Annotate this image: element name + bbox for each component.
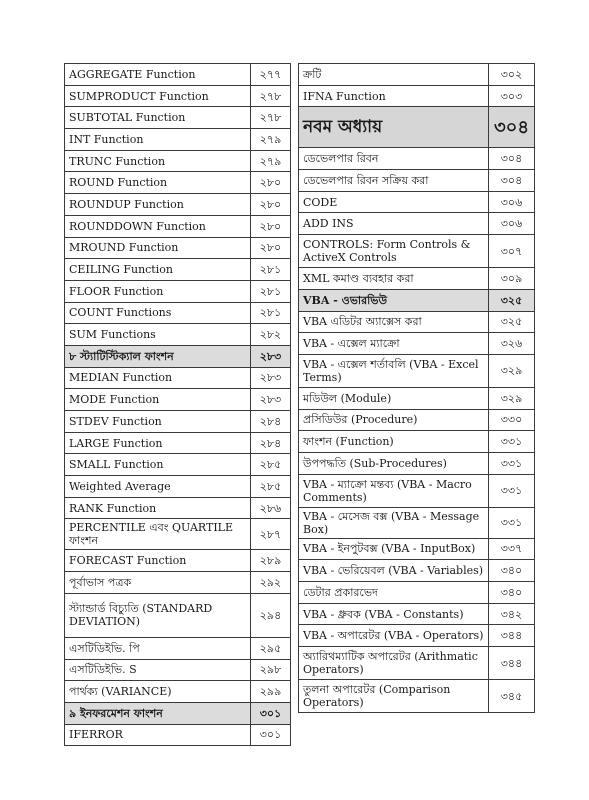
entry-page-number: ৩৪৪ (489, 647, 535, 680)
entry-title: এসটিডিইভি. পি (65, 637, 251, 659)
entry-title: INT Function (65, 129, 251, 151)
entry-page-number: ৩৪০ (489, 582, 535, 604)
entry-page-number: ২৮০ (251, 237, 291, 259)
entry-title: STDEV Function (65, 411, 251, 433)
entry-page-number: ২৮৩ (251, 367, 291, 389)
entry-title: VBA - মেসেজ বক্স (VBA - Message Box) (299, 507, 489, 538)
toc-row (65, 572, 291, 594)
entry-title: পার্থক্য (VARIANCE) (65, 681, 251, 703)
toc-row (299, 625, 535, 647)
entry-page-number: ২৮৩ (251, 389, 291, 411)
entry-title: ডেটার প্রকারভেদ (299, 582, 489, 604)
entry-page-number: ৩০৬ (489, 213, 535, 235)
entry-page-number: ২৯৪ (251, 593, 291, 637)
toc-row (65, 432, 291, 454)
entry-page-number: ২৯৫ (251, 637, 291, 659)
entry-title: IFNA Function (299, 85, 489, 107)
entry-page-number: ৩০৬ (489, 191, 535, 213)
entry-title: VBA এডিটর অ্যাক্সেস করা (299, 311, 489, 333)
entry-page-number: ৩৩১ (489, 507, 535, 538)
entry-page-number: ৩২৯ (489, 354, 535, 387)
section-heading-row (65, 702, 291, 724)
entry-page-number: ২৮০ (251, 215, 291, 237)
toc-row (65, 280, 291, 302)
toc-row (299, 235, 535, 268)
toc-row (299, 680, 535, 713)
toc-row (299, 560, 535, 582)
entry-page-number: ৩০৪ (489, 107, 535, 148)
entry-page-number: ২৮৪ (251, 411, 291, 433)
entry-page-number: ৩০১ (251, 724, 291, 746)
entry-page-number: ৩২৬ (489, 333, 535, 355)
toc-row (65, 519, 291, 550)
entry-title: এসটিডিইভি. S (65, 659, 251, 681)
toc-row (65, 215, 291, 237)
entry-title: Weighted Average (65, 476, 251, 498)
entry-title: RANK Function (65, 497, 251, 519)
toc-row (65, 593, 291, 637)
entry-title: AGGREGATE Function (65, 64, 251, 86)
entry-title: স্ট্যান্ডার্ড বিচ্যুতি (STANDARD DEVIATION) (65, 593, 251, 637)
entry-page-number: ৩২৯ (489, 387, 535, 409)
entry-title: ADD INS (299, 213, 489, 235)
toc-row (299, 268, 535, 290)
toc-row (65, 150, 291, 172)
entry-title: MODE Function (65, 389, 251, 411)
entry-title: ডেভেলপার রিবন সক্রিয় করা (299, 170, 489, 192)
entry-title: SMALL Function (65, 454, 251, 476)
toc-row (65, 259, 291, 281)
entry-title: SUBTOTAL Function (65, 107, 251, 129)
toc-row (299, 148, 535, 170)
toc-right-column (298, 63, 535, 713)
toc-row (65, 85, 291, 107)
entry-title: VBA - ভেরিয়েবল (VBA - Variables) (299, 560, 489, 582)
entry-page-number: ২৭৮ (251, 85, 291, 107)
entry-title: তুলনা অপারেটর (Comparison Operators) (299, 680, 489, 713)
toc-row (65, 659, 291, 681)
entry-page-number: ২৮৫ (251, 476, 291, 498)
entry-page-number: ৩৪৫ (489, 680, 535, 713)
entry-page-number: ২৮৬ (251, 497, 291, 519)
entry-page-number: ২৯২ (251, 572, 291, 594)
entry-title: ৯ ইনফরমেশন ফাংশন (65, 702, 251, 724)
toc-row (299, 409, 535, 431)
entry-page-number: ৩২৫ (489, 311, 535, 333)
entry-page-number: ৩৩১ (489, 431, 535, 453)
entry-title: পূর্বাভাস পত্রক (65, 572, 251, 594)
toc-row (65, 172, 291, 194)
toc-row (299, 170, 535, 192)
entry-title: VBA - অপারেটর (VBA - Operators) (299, 625, 489, 647)
toc-row (65, 107, 291, 129)
entry-title: XML কমাণ্ড ব্যবহার করা (299, 268, 489, 290)
entry-page-number: ৩৩১ (489, 452, 535, 474)
entry-title: TRUNC Function (65, 150, 251, 172)
entry-title: MROUND Function (65, 237, 251, 259)
entry-page-number: ৩০৯ (489, 268, 535, 290)
entry-title: IFERROR (65, 724, 251, 746)
entry-title: PERCENTILE এবং QUARTILE ফাংশন (65, 519, 251, 550)
entry-title: নবম অধ্যায় (299, 107, 489, 148)
toc-row (299, 603, 535, 625)
entry-title: MEDIAN Function (65, 367, 251, 389)
toc-row (299, 474, 535, 507)
toc-row (65, 64, 291, 86)
entry-title: CONTROLS: Form Controls & ActiveX Controls (299, 235, 489, 268)
entry-page-number: ৩০৩ (489, 85, 535, 107)
entry-title: ROUNDDOWN Function (65, 215, 251, 237)
entry-page-number: ২৮১ (251, 259, 291, 281)
toc-row (65, 237, 291, 259)
entry-page-number: ২৯৮ (251, 659, 291, 681)
entry-title: LARGE Function (65, 432, 251, 454)
toc-row (65, 367, 291, 389)
toc-row (299, 582, 535, 604)
entry-page-number: ২৮৩ (251, 345, 291, 367)
toc-row (299, 354, 535, 387)
toc-row (65, 302, 291, 324)
toc-row (299, 647, 535, 680)
toc-row (65, 724, 291, 746)
entry-title: VBA - ম্যাক্রো মন্তব্য (VBA - Macro Comments) (299, 474, 489, 507)
entry-title: ফাংশন (Function) (299, 431, 489, 453)
entry-page-number: ৩৩০ (489, 409, 535, 431)
toc-row (65, 454, 291, 476)
toc-left-column (64, 63, 291, 746)
toc-row (299, 311, 535, 333)
entry-title: FORECAST Function (65, 550, 251, 572)
toc-row (65, 681, 291, 703)
entry-page-number: ৩৪২ (489, 603, 535, 625)
chapter-heading-row (299, 107, 535, 148)
toc-row (65, 411, 291, 433)
entry-page-number: ২৯৯ (251, 681, 291, 703)
entry-title: VBA - এক্সেল শর্তাবলি (VBA - Excel Terms) (299, 354, 489, 387)
entry-page-number: ৩৪৪ (489, 625, 535, 647)
entry-page-number: ২৮৪ (251, 432, 291, 454)
entry-title: VBA - ইনপুটবক্স (VBA - InputBox) (299, 538, 489, 560)
entry-title: VBA - এক্সেল ম্যাক্রো (299, 333, 489, 355)
entry-title: ROUND Function (65, 172, 251, 194)
entry-title: COUNT Functions (65, 302, 251, 324)
entry-page-number: ২৮৯ (251, 550, 291, 572)
toc-row (299, 333, 535, 355)
entry-page-number: ৩৩১ (489, 474, 535, 507)
entry-page-number: ৩৩৭ (489, 538, 535, 560)
entry-title: VBA - ওভারভিউ (299, 289, 489, 311)
entry-page-number: ২৭৯ (251, 129, 291, 151)
entry-page-number: ৩০৪ (489, 148, 535, 170)
entry-title: ডেভেলপার রিবন (299, 148, 489, 170)
entry-page-number: ২৮১ (251, 302, 291, 324)
entry-title: মডিউল (Module) (299, 387, 489, 409)
entry-page-number: ৩২৫ (489, 289, 535, 311)
entry-title: FLOOR Function (65, 280, 251, 302)
entry-page-number: ২৭৭ (251, 64, 291, 86)
entry-title: ৮ স্ট্যাটিস্টিক্যাল ফাংশন (65, 345, 251, 367)
entry-title: SUMPRODUCT Function (65, 85, 251, 107)
entry-page-number: ২৮১ (251, 280, 291, 302)
entry-title: ক্রটি (299, 64, 489, 86)
entry-page-number: ৩০১ (251, 702, 291, 724)
toc-row (299, 64, 535, 86)
entry-page-number: ২৮৭ (251, 519, 291, 550)
toc-row (65, 550, 291, 572)
entry-title: CODE (299, 191, 489, 213)
entry-title: SUM Functions (65, 324, 251, 346)
entry-page-number: ৩০৭ (489, 235, 535, 268)
entry-title: ROUNDUP Function (65, 194, 251, 216)
entry-page-number: ২৮২ (251, 324, 291, 346)
toc-row (65, 497, 291, 519)
toc-row (65, 476, 291, 498)
toc-row (65, 637, 291, 659)
entry-title: অ্যারিথম্যাটিক অপারেটর (Arithmatic Operators) (299, 647, 489, 680)
section-heading-row (299, 289, 535, 311)
entry-page-number: ২৮৫ (251, 454, 291, 476)
toc-row (299, 538, 535, 560)
entry-page-number: ২৮০ (251, 194, 291, 216)
toc-row (299, 213, 535, 235)
entry-title: VBA - ধ্রুবক (VBA - Constants) (299, 603, 489, 625)
toc-row (299, 387, 535, 409)
toc-row (65, 389, 291, 411)
toc-row (299, 431, 535, 453)
entry-title: উপপদ্ধতি (Sub-Procedures) (299, 452, 489, 474)
entry-page-number: ২৭৯ (251, 150, 291, 172)
entry-title: প্রসিডিউর (Procedure) (299, 409, 489, 431)
entry-page-number: ৩০৪ (489, 170, 535, 192)
entry-page-number: ৩০২ (489, 64, 535, 86)
entry-page-number: ৩৪০ (489, 560, 535, 582)
toc-row (65, 129, 291, 151)
entry-page-number: ২৮০ (251, 172, 291, 194)
toc-row (65, 324, 291, 346)
section-heading-row (65, 345, 291, 367)
toc-row (299, 507, 535, 538)
entry-title: CEILING Function (65, 259, 251, 281)
toc-row (299, 85, 535, 107)
toc-row (299, 191, 535, 213)
toc-row (65, 194, 291, 216)
toc-row (299, 452, 535, 474)
entry-page-number: ২৭৮ (251, 107, 291, 129)
